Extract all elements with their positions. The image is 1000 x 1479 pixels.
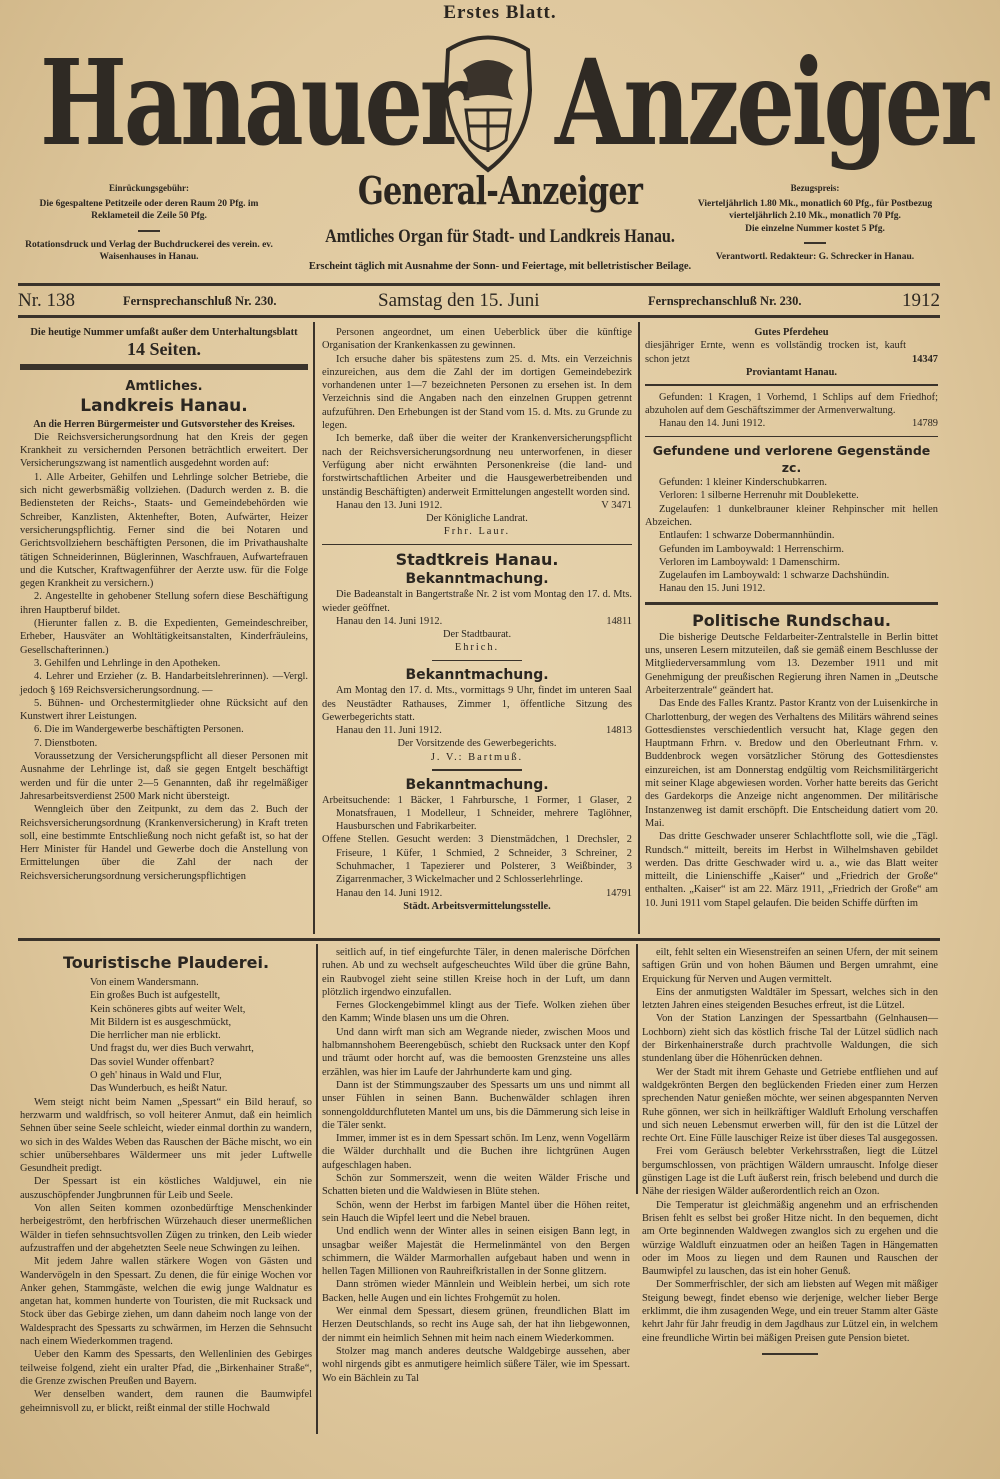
organ-line: Amtliches Organ für Stadt- und Landkreis Hanau. [325,226,675,247]
notice-heading: Bekanntmachung. [405,667,549,684]
paragraph: Der Spessart ist ein köstliches Waldjuwel, ein nie auszuschöpfender Jungbrunnen für Leib und Seele. [20,1176,312,1201]
notice-text: Die Badeanstalt in Bangertstraße Nr. 2 ist vom Montag den 17. d. Mts. wieder geöffnet. [322,589,632,614]
signature-title: Der Vorsitzende des Gewerbegerichts. [397,738,557,750]
paragraph: Der Sommerfrischler, der sich am liebsten auf Wegen mit mäßiger Steigung bewegt, findet ebenso wie derjenige, welcher lieber Berge erklimmt, die ihm zusagenden Wege, und ein treuer Stamm alter Gäste kehrt Jahr für Jahr freudig in dem Jagdhaus zur Lützel ein, in welchem eine freundliche Wirtin bei mäßigen Preisen gute Pension bietet. [642,1279,938,1344]
ad-rates-heading: Einrückungsgebühr: [108,183,190,193]
paragraph: Wem steigt nicht beim Namen „Spessart“ ein Bild herauf, so herzwarm und waldfrisch, so voll heiterer Anmut, daß ein heimlich Sehnen über seine Seele schleicht, wieder einmal dorthin zu wandern, wo sich in des Waldes Weben das Rauschen der Bäche mischt, wo ein schier unübersehbares Wäldermeer uns mit jeder Luftwelle Gesundheit predigt. [20,1096,312,1175]
paragraph: 6. Die im Wandergewerbe beschäftigten Personen. [34,724,244,736]
ad-text: diesjähriger Ernte, wenn es vollständig trocken ist, kauft schon jetzt [645,340,907,365]
paragraph: 3. Gehilfen und Lehrlinge in den Apotheken. [34,657,221,669]
notice-ref: 14791 [606,887,632,899]
paragraph: 1. Alle Arbeiter, Gehilfen und Lehrlinge solcher Betriebe, die sich nicht gewerbsmäßig vollziehen. (Dadurch werden z. B. die Bediensteten der Reichs-, Staats- und Gemeindebehörden wie Schreiber, Kanzlisten, Aktenhefter, Boten, Aufwärter, Heizer versicherungspflichtig. Ferner sind die bei Notaren und Gerichtsvollziehern beschäftigten Personen, die im Privathaushalte tätigen Schneiderinnen, Büglerinnen, Waschfrauen, Aufwartefrauen und die Kutscher, Kraftwagenführer der Aerzte usw. für die Folge gegen Krankheit zu versichern.) [20,471,308,590]
paragraph: Die bisherige Deutsche Feldarbeiter-Zentralstelle in Berlin bittet uns, unseren Lesern mitzuteilen, daß sie gemäß einem Beschlusse der Mitgliederversammlung vom 13. Dezember 1911 und mit Genehmigung der preußischen Regierung ihren Namen in „Deutsche Arbeiterzentrale“ geändert hat. [645,631,938,696]
edition-label: Erstes Blatt. [443,2,557,23]
signature-title: Der Königliche Landrat. [426,513,528,525]
paragraph: eilt, fehlt selten ein Wiesenstreifen an seinen Ufern, der mit seinem saftigen Grün und von hohen Bäumen und Bergen umrahmt, eine Erquickung für Nerven und Augen vermittelt. [642,947,938,985]
paragraph: 5. Bühnen- und Orchestermitglieder ohne Rücksicht auf den Kunstwert ihrer Leistungen. [20,697,308,723]
lost-found-item: Zugelaufen im Lamboywald: 1 schwarze Dachshündin. [659,570,890,582]
paragraph: seitlich auf, in tief eingefurchte Täler, in denen malerische Dörfchen ruhen. Ab und zu wechselt aufgescheuchtes Wild über die grüne Bahn, ein Raubvogel zieht seine stillen Kreise hoch in der Luft, um dann plötzlich irgendwo einzufallen. [322,947,630,998]
lost-found-item: Gefunden im Lamboywald: 1 Herrenschirm. [659,543,844,555]
paragraph-list [322,946,630,1385]
paragraph: Das dritte Geschwader unserer Schlachtflotte soll, wie die „Tägl. Rundsch.“ mitteilt, bereits im Herbst in Wilhelmshaven gebildet werden. Das dritte Geschwader wird u. a., wie das Blatt weiter mitteilt, die Linienschiffe „Kaiser“ und „Friedrich der Große“ enthalten. „Kaiser“ ist am 22. März 1911, „Friedrich der Große“ am 10. Juni 1911 vom Stapel gelaufen. Die beiden Schiffe dürften im [645,831,938,909]
paragraph: Immer, immer ist es in dem Spessart schön. Im Lenz, wenn Vogellärm die Wälder durchhallt und die Buchen ihre lichtgrünen Augen aufgeschlagen haben. [322,1133,630,1171]
rule [645,384,938,386]
masthead-title-left: Hanauer [40,33,466,172]
paragraph-list [322,326,632,499]
poem-line: Kein schöneres gibts auf weiter Welt, [90,1003,246,1015]
feuilleton-column-1 [20,952,312,1415]
column-rule [316,944,318,1434]
feuilleton-column-2 [322,946,630,1385]
paragraph: Und endlich wenn der Winter alles in seinen eisigen Bann legt, in unsagbar weißer Majestät die Hermelinmäntel von den Bergen schimmern, die Wälder Marmorhallen aufgebaut haben und wenn in hellen Tagen Millionen von Rauhreifkristallen in der Sonne glitzern. [322,1226,630,1278]
paragraph: Voraussetzung der Versicherungspflicht all dieser Personen mit Ausnahme der Lehrlinge ist, daß sie gegen Entgelt beschäftigt werden und für die unter 2—5 Genannten, daß ihr regelmäßiger Jahresarbeitsverdienst 2500 Mark nicht übersteigt. [20,751,308,802]
column-rule [313,322,315,934]
ad-rates-text: Die 6gespaltene Petitzeile oder deren Raum 20 Pfg. im Reklameteil die Zeile 50 Pfg. [39,198,259,221]
notice-text: Am Montag den 17. d. Mts., vormittags 9 Uhr, findet im unteren Saal des Neustädter Rathauses, Zimmer 1, öffentliche Sitzung des Gewerbegerichts statt. [322,685,632,723]
found-notice: Gefunden: 1 Kragen, 1 Vorhemd, 1 Schlips auf dem Friedhof; abzuholen auf dem Geschäftszimmer der Armenverwaltung. [645,391,938,416]
paragraph: Ich bemerke, daß über die weiter der Krankenversicherungspflicht nach der Reichsversicherungsordnung neu unterworfenen, in dieser Verfügung aber nicht erwähnten Personenkreise (die land- und forstwirtschaftlichen Arbeiter und die Hausgewerbetreibenden und unständig Beschäftigten) anderweit Ermittelungen angestellt worden sind. [322,433,632,498]
paragraph: Schön zur Sommerszeit, wenn die weiten Wälder Frische und Schatten bieten und die Waldwiesen in Blüte stehen. [322,1173,630,1198]
notice-date: Hanau den 13. Juni 1912. [336,499,443,511]
paragraph: Dann strömen wieder Männlein und Weiblein herbei, um sich rote Backen, helle Augen und ein lichtes Frohgemüt zu holen. [322,1279,630,1304]
divider [432,660,522,662]
signature-name: J. V.: Bartmuß. [430,751,524,763]
banner-line: Die heutige Nummer umfaßt außer dem Unterhaltungsblatt [30,327,298,338]
paragraph: Ueber den Kamm des Spessarts, den Wellenlinien des Gebirges teilweise folgend, zieht ein uralter Pfad, die „Birkenhainer Straße“, die Grenze zwischen Preußen und Bayern. [20,1349,312,1387]
poem-line: Und fragst du, wer dies Buch verwahrt, [90,1043,254,1055]
job-openings: Offene Stellen. Gesucht werden: 3 Dienstmädchen, 1 Drechsler, 2 Friseure, 1 Küfer, 1 Schmied, 2 Schneider, 3 Schreiner, 2 Schuhmacher, 1 Tapezierer und Polsterer, 3 Weißbinder, 3 Zigarrenmacher, 3 Wickelmacher und 2 Schlosserlehrlinge. [322,834,632,886]
paragraph: 7. Dienstboten. [34,737,98,749]
divider [804,242,826,244]
paragraph: 2. Angestellte in gehobener Stellung sofern diese Beschäftigung ihren Hauptberuf bildet. [20,591,308,616]
paragraph: Wer einmal dem Spessart, diesem grünen, freundlichen Blatt im Herzen Deutschlands, so recht ins Auge sah, der hat ihn liebgewonnen, der nimmt ein heimlich Sehnen mit heim nach einem Wiederkommen. [322,1306,630,1344]
poem-line: Mit Bildern ist es ausgeschmückt, [90,1016,232,1028]
feuilleton-column-3 [642,946,938,1363]
poem-line: Die herrlicher man nie erblickt. [90,1030,221,1042]
rule [20,364,308,370]
notice-heading: Bekanntmachung. [405,776,549,793]
paragraph: Personen angeordnet, um einen Ueberblick über die künftige Organisation der Krankenkassen zu gewinnen. [322,327,632,352]
paragraph: (Hierunter fallen z. B. die Expedienten, Gemeindeschreiber, Erheber, Hausväter an Wohltätigkeitsanstalten, Kinderfräuleins, Gesellschafterinnen.) [20,618,308,656]
lost-found-item: Verloren im Lamboywald: 1 Damenschirm. [659,556,840,568]
stadtkreis-heading: Stadtkreis Hanau. [395,550,559,570]
paragraph: Ich ersuche daher bis spätestens zum 25. d. Mts. ein Verzeichnis einzureichen, aus dem die Zahl der im dortigen Gemeindebezirk vorhandenen unter 1—7 bezeichneten Personen zu ersehen ist. In dem Verzeichnis sind die Angaben nach den einzelnen Gruppen getrennt aufzuführen. Den Erhebungen ist der Stand vom 15. d. Mts. zu Grunde zu legen. [322,353,632,432]
paragraph: Von allen Seiten kommen ozonbedürftige Menschenkinder herbeigeströmt, den herbfrischen Würzehauch dieser unermeßlichen Wälder in tiefen sehnsuchtsvollen Zügen zu trinken, den Leib wieder aufzustraffen und der abgehetzten Seele neue Schwingen zu leihen. [20,1203,312,1254]
rule [18,283,940,286]
column-rule [638,322,640,934]
feuilleton-heading: Touristische Plauderei. [62,953,270,972]
lost-found-item: Gefunden: 1 kleiner Kinderschubkarren. [659,477,827,489]
editor-line: Verantwortl. Redakteur: G. Schrecker in Hanau. [715,252,915,262]
publication-note: Erscheint täglich mit Ausnahme der Sonn- und Feiertage, mit belletristischer Beilage. [308,261,692,272]
middle-column [322,326,632,913]
notice-ref: 14813 [606,725,632,737]
masthead-title-right: Anzeiger [555,33,986,172]
column-rule [636,944,638,1194]
poem-line: Das soviel Wunder offenbart? [90,1056,215,1068]
paragraph-list [20,1096,312,1415]
ad-signature: Proviantamt Hanau. [745,366,838,378]
print-note: Rotationsdruck und Verlag der Buchdruckerei des verein. ev. Waisenhauses in Hanau. [25,239,273,262]
paragraph: Das Ende des Falles Krantz. Pastor Krantz von der Luisenkirche in Charlottenburg, der wegen des Verhaltens des Militärs während seines Gottesdienstes verschiedentlich versucht hat, Klage gegen den Hauptmann Frhrn. v. Bredow und den Oberleutnant Frhrn. v. Buddenbrock wegen vorsätzlicher Störung des Gottesdienstes einzureichen, ist am Donnerstag endgültig vom Reichsmilitärgericht mit seiner Klage abgewiesen worden. Vorher hatte bereits das Gericht des Gardekorps die Anzeige nicht angenommen. Der militärische Instanzenweg ist damit erschöpft. Die Entscheidung datiert vom 20. Mai. [645,698,938,829]
notice-date: Hanau den 11. Juni 1912. [336,725,442,737]
paragraph: Dann ist der Stimmungszauber des Spessarts um uns und nimmt all unser Fühlen in seinen Bann. Buchenwälder schlagen ihren sonnengolddurchfluteten Mantel um uns, bis die Dämmerung sich leise in die Täler senkt. [322,1079,630,1131]
notice-date: Hanau den 14. Juni 1912. [659,418,766,430]
poem-line: O geh' hinaus in Wald und Flur, [90,1070,222,1082]
subscription-box [690,182,940,264]
notice-date: Hanau den 15. Juni 1912. [659,583,766,595]
paragraph: 4. Lehrer und Erzieher (z. B. Handarbeitslehrerinnen). —Vergl. jedoch § 169 Reichsversicherungsordnung. — [20,671,308,696]
notice-ref: 14789 [912,418,938,430]
rule [18,938,940,941]
notice-ref: V 3471 [601,499,632,511]
ad-ref: 14347 [912,353,938,365]
lost-found-item: Zugelaufen: 1 dunkelbrauner kleiner Rehpinscher mit hellen Abzeichen. [645,503,938,528]
paragraph: Wer denselben wandert, dem raunen die Baumwipfel geheimnisvoll zu, er blickt, reißt einmal der stille Hochwald [20,1389,312,1414]
signature-name: Ehrich. [454,642,500,654]
rule [18,315,940,318]
paragraph: Eins der anmutigsten Waldtäler im Spessart, welches sich in den letzten Jahren eines steigenden Besuches erfreut, ist die Lützel. [642,986,938,1012]
landkreis-column [20,326,308,883]
paragraph: Frei vom Geräusch belebter Verkehrsstraßen, liegt die Lützel bergumschlossen, von prächtigen Wäldern umrauscht. Infolge dieser günstigen Lage ist die Luft äußerst rein, frisch belebend und durch die Nähe der riesigen Wälder außerordentlich reich an Ozon. [642,1146,938,1198]
paragraph-list [645,631,938,910]
notice-ref: 14811 [606,615,632,627]
notice-date: Hanau den 14. Juni 1912. [336,615,443,627]
paragraph: Wenngleich über den Zeitpunkt, zu dem das 2. Buch der Reichsversicherungsordnung (Krankenversicherung) in Kraft treten soll, eine bestimmte Entschließung noch nicht gefaßt ist, so hat der Herr Minister für Handel und Gewerbe doch die Anstellung von Ermittelungen über die Zahl der nach der Reichsversicherungsordnung versicherungspflichtigen [20,804,308,882]
subscription-text: Vierteljährlich 1.80 Mk., monatlich 60 Pfg., für Postbezug vierteljährlich 2.10 Mk., monatlich 70 Pfg. [697,198,933,221]
dateline [18,288,940,312]
paragraph: Schön, wenn der Herbst im farbigen Mantel über die Höhen reitet, sein Hauch die Wipfel leert und die Nebel brauen. [322,1199,630,1224]
poem-line-list [20,976,312,1096]
subtitle: General-Anzeiger [357,168,643,213]
issue-year: 1912 [902,290,940,311]
signature-title: Städt. Arbeitsvermittelungsstelle. [403,900,551,912]
issue-date: Samstag den 15. Juni [378,290,540,311]
banner-pages: 14 Seiten. [127,339,201,360]
address-line: An die Herren Bürgermeister und Gutsvorsteher des Kreises. [33,418,295,430]
poem-line: Ein großes Buch ist aufgestellt, [90,990,221,1002]
signature-title: Der Stadtbaurat. [442,629,512,641]
rule [645,436,938,438]
ad-heading: Gutes Pferdeheu [754,327,829,338]
paragraph: Wer der Stadt mit ihrem Gehaste und Getriebe entfliehen und auf waldgekrönten Bergen den beglückenden Frieden einer zum Herzen sprechenden Natur genießen möchte, wer seinen abgespannten Nerven Ruhe gönnen, wer sich in heilkräftiger Waldluft Erholung verschaffen und sich neuen Lebensmut erwerben will, für den ist die Lützel der rechte Ort. Eine Fülle lauschiger Reize ist über dieses Tal ausgegossen. [642,1066,938,1145]
divider [432,769,522,771]
paragraph: Und dann wirft man sich am Wegrande nieder, zwischen Moos und halbmannshohem Beerengebüsch, schiebt den Rucksack unter den Kopf und träumt oder horcht auf, was die bemoosten Grenzsteine uns alles erzählen, was hier im Laufe der Jahrhunderte kam und ging. [322,1026,630,1078]
coat-of-arms-icon [418,30,558,180]
paragraph: Mit jedem Jahre wallen stärkere Wogen von Gästen und Wandervögeln in den Spessart. Zu denen, die für einige Wochen vor Anker gehen, Stammgäste, welchen die ewig junge Waldnatur es angetan hat, kommen hunderte von Touristen, die mit Rucksack und Stock über das Gebirge ziehen, um dann daheim noch lange von der Waldespracht des Spessarts zu schwärmen, im Herzen die Sehnsucht nach einem Wiederkommen tragend. [20,1256,312,1348]
paragraph-list [20,431,308,883]
paragraph: Stolzer mag manch anderes deutsche Waldgebirge aussehen, aber wohl nirgends gibt es anmutigere heimlich süßere Täler, wie im Spessart. Wo ein Bächlein zu Tal [322,1345,630,1384]
right-column [645,326,938,910]
paragraph: Die Reichsversicherungsordnung hat den Kreis der gegen Krankheit zu versichernden Personen beträchtlich erweitert. Der Versicherungszwang ist namentlich ausgedehnt worden auf: [20,431,308,470]
lost-found-heading: Gefundene und verlorene Gegenstände zc. [652,443,931,476]
rule [645,602,938,605]
paragraph: Von der Station Lanzingen der Spessartbahn (Gelnhausen—Lochborn) zieht sich das köstlich frische Tal der Lützel südlich nach der Birkenhainerstraße durch prachtvolle Waldungen, die sich stundenlang über die Höhenrücken dehnen. [642,1013,938,1065]
issue-number: Nr. 138 [18,290,75,311]
poem-line: Von einem Wandersmann. [90,977,199,988]
phone-right: Fernsprechanschluß Nr. 230. [648,294,802,308]
rule [322,544,632,546]
end-rule [762,1353,818,1355]
landkreis-heading: Landkreis Hanau. [80,395,248,416]
paragraph: Die Temperatur ist gleichmäßig angenehm und an erfrischenden Brisen fehlt es selbst bei großer Hitze nicht. In den bequemen, dicht am Orte beginnenden Waldwegen zwanglos sich zu ergehen und die würzige Waldluft einzuatmen oder an heißen Tagen in Hängematten oder im Moos zu liegen und dem Raunen und Rauschen der Baumwipfel zu lauschen, das ist ein hoher Genuß. [642,1199,938,1278]
subscription-heading: Bezugspreis: [790,183,840,193]
job-seekers: Arbeitsuchende: 1 Bäcker, 1 Fahrbursche, 1 Former, 1 Glaser, 2 Monatsfrauen, 1 Modelleur, 1 Schneider, mehrere Taglöhner, Hausburschen und Fabrikarbeiter. [322,794,632,833]
lost-found-item: Entlaufen: 1 schwarze Dobermannhündin. [659,530,835,542]
paragraph-list [642,946,938,1345]
single-price: Die einzelne Nummer kostet 5 Pfg. [745,223,885,234]
notice-date: Hanau den 14. Juni 1912. [336,887,443,899]
notice-heading: Bekanntmachung. [405,571,549,588]
signature-name: Frhr. Laur. [443,526,511,538]
lost-found-item: Verloren: 1 silberne Herrenuhr mit Doublekette. [659,490,859,502]
section-heading: Amtliches. [125,379,203,395]
phone-left: Fernsprechanschluß Nr. 230. [123,294,277,308]
politik-heading: Politische Rundschau. [692,610,891,630]
lost-found-item-list [645,476,938,582]
paragraph: Fernes Glockengebimmel klingt aus der Tiefe. Wolken ziehen über den Kamm; Winde blasen uns um die Ohren. [322,1000,630,1025]
poem-line: Das Wunderbuch, es heißt Natur. [90,1083,228,1095]
